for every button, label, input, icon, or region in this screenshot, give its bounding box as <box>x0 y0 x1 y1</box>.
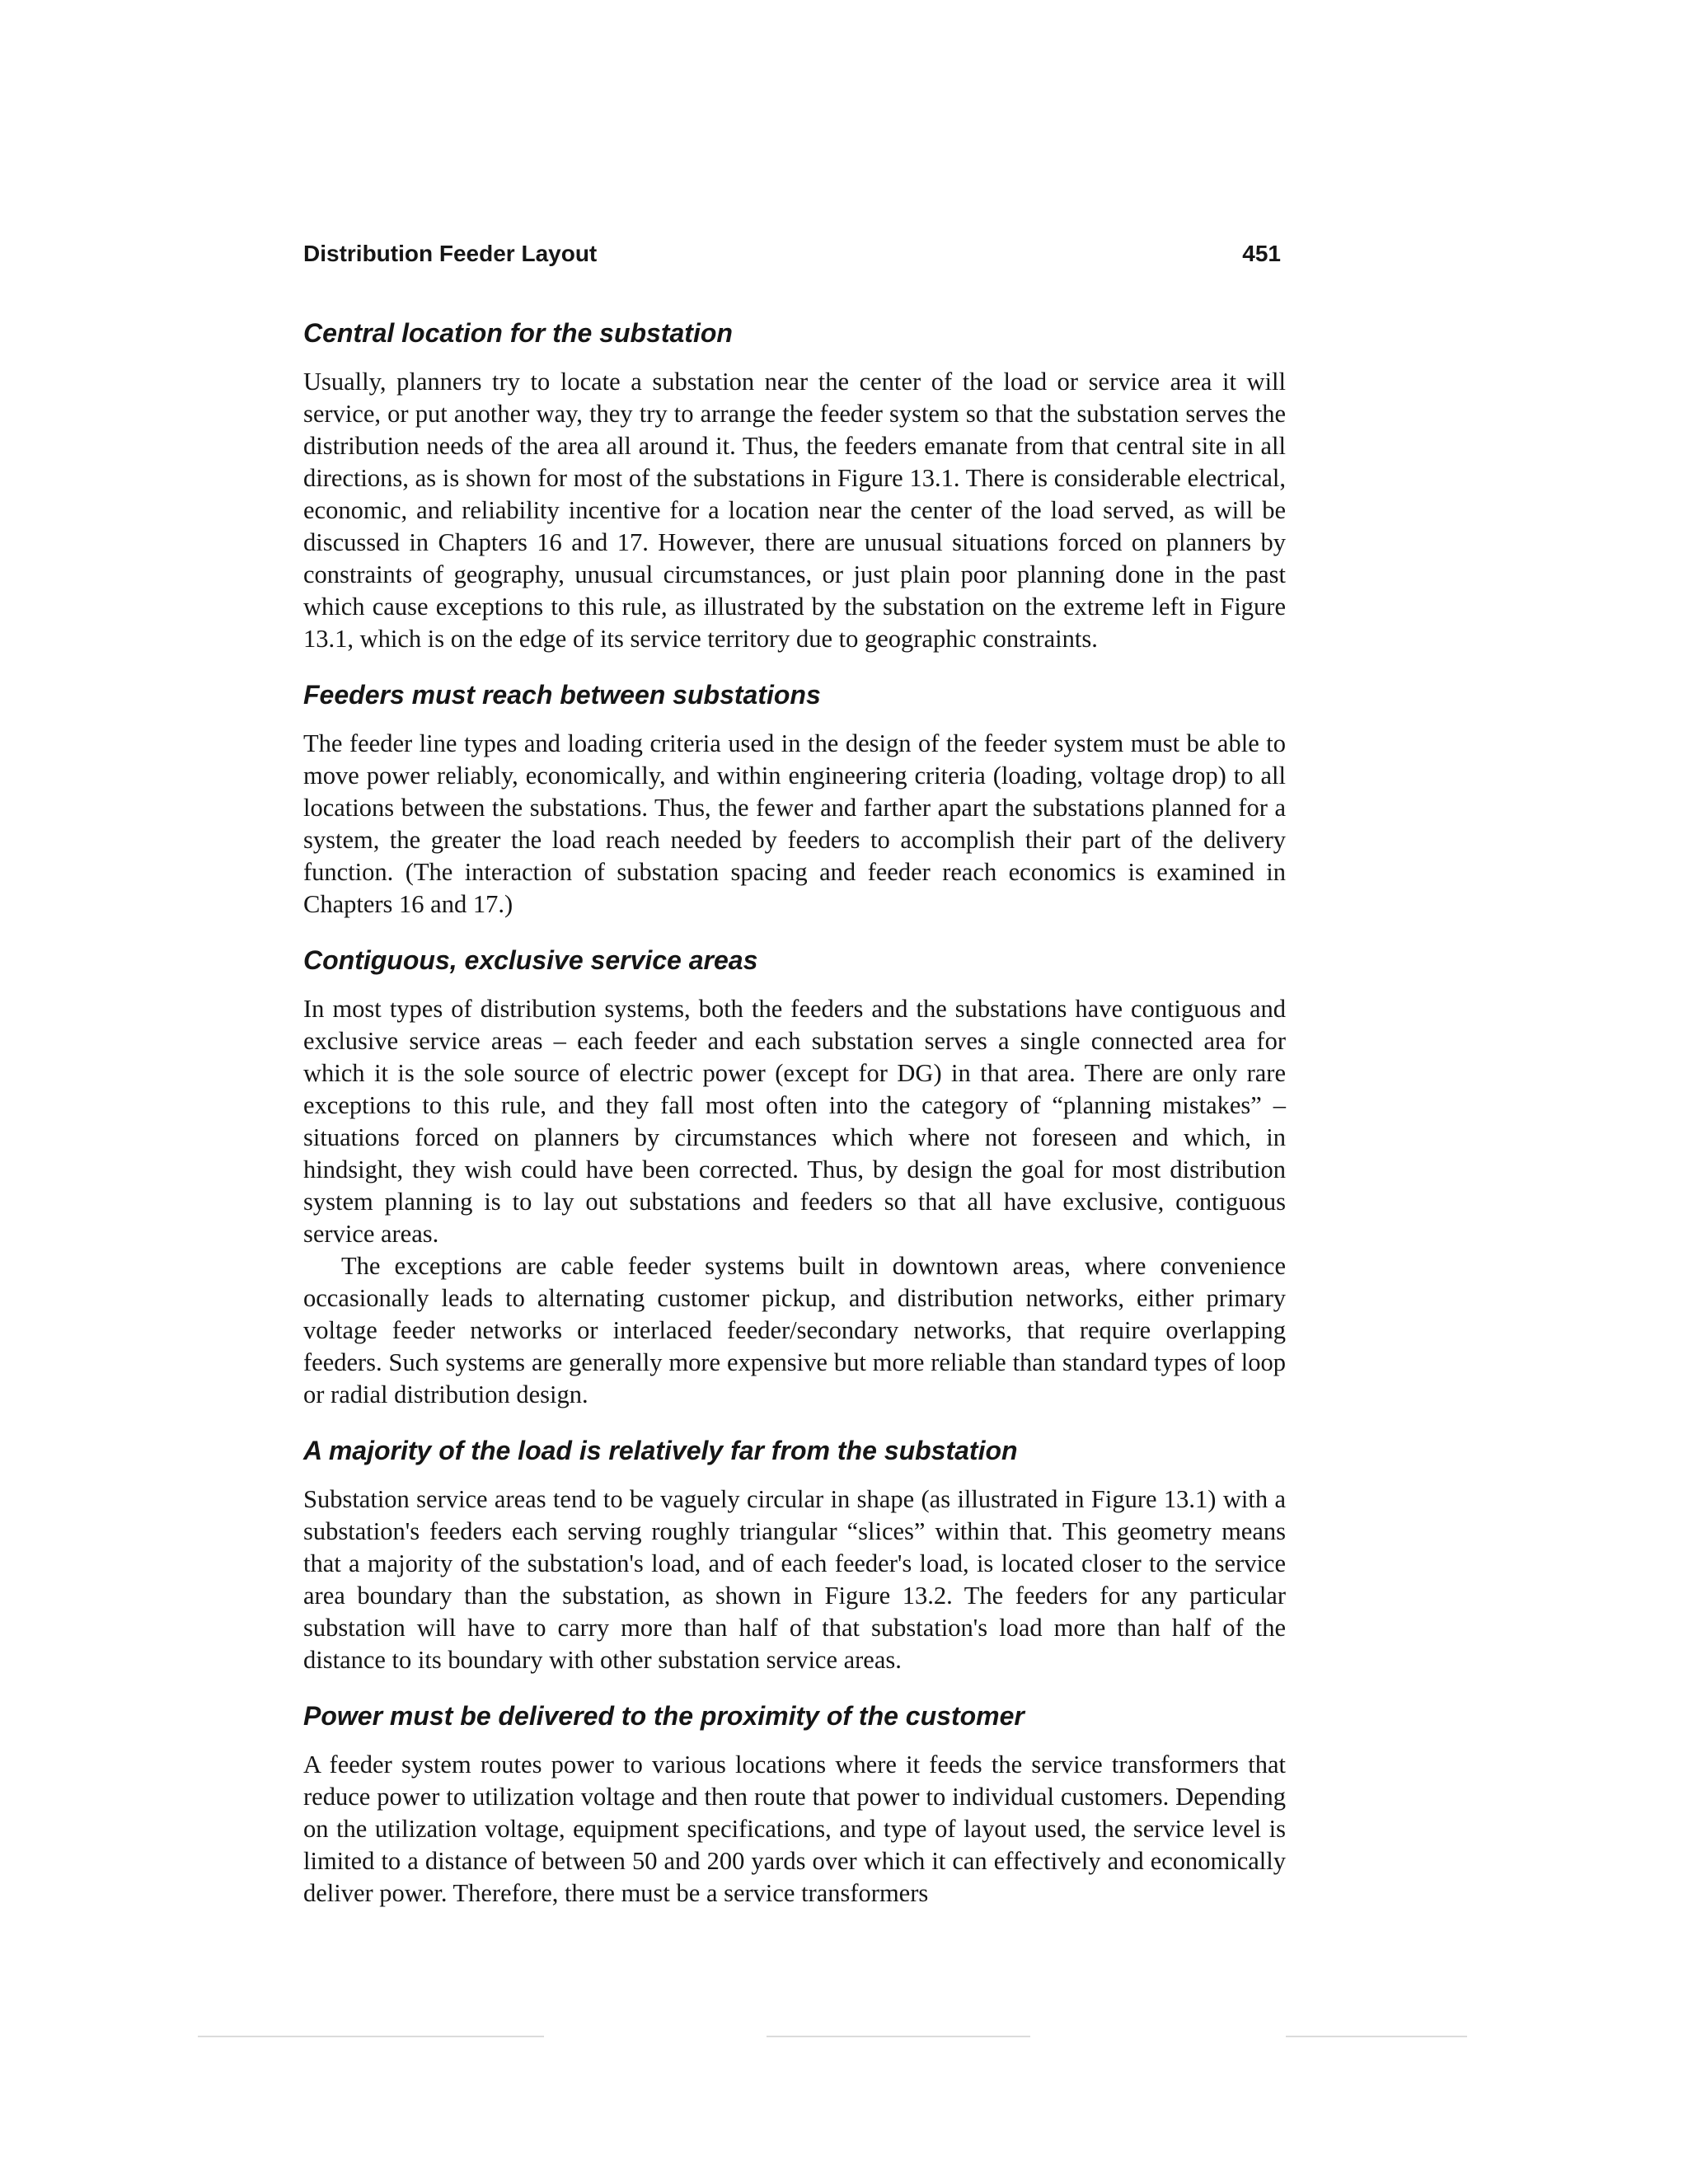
book-page <box>303 241 1286 1933</box>
section-heading: A majority of the load is relatively far from the substation <box>303 1436 1018 1465</box>
section-proximity <box>303 1699 1286 1910</box>
section-feeders-reach <box>303 678 1286 921</box>
scan-artifact <box>198 2036 544 2037</box>
scan-artifact <box>767 2036 1030 2037</box>
paragraph: Usually, planners try to locate a substation near the center of the load or service area it will service, or put another way, they try to arrange the feeder system so that the substation serves the distribution needs of the area all around it. Thus, the feeders emanate from that central site in all directions, as is shown for most of the substations in Figure 13.1. There is considerable electrical, economic, and reliability incentive for a location near the center of the load served, as will be discussed in Chapters 16 and 17. However, there are unusual situations forced on planners by constraints of geography, unusual circumstances, or just plain poor planning done in the past which cause exceptions to this rule, as illustrated by the substation on the extreme left in Figure 13.1, which is on the edge of its service territory due to geographic constraints. <box>303 368 1286 653</box>
paragraph: Substation service areas tend to be vaguely circular in shape (as illustrated in Figure 13.1) with a substation's feeders each serving roughly triangular “slices” within that. This geometry means that a majority of the substation's load, and of each feeder's load, is located closer to the service area boundary than the substation, as shown in Figure 13.2. The feeders for any particular substation will have to carry more than half of that substation's load more than half of the distance to its boundary with other substation service areas. <box>303 1485 1286 1674</box>
section-central-location <box>303 316 1286 655</box>
scan-artifact <box>1286 2036 1467 2037</box>
running-header <box>303 241 1286 267</box>
running-title: Distribution Feeder Layout <box>303 241 598 266</box>
paragraph: A feeder system routes power to various locations where it feeds the service transformers that reduce power to utilization voltage and then route that power to individual customers. Depending on the utilization voltage, equipment specifications, and type of layout used, the service level is limited to a distance of between 50 and 200 yards over which it can effectively and economically deliver power. Therefore, there must be a service transformers <box>303 1750 1286 1907</box>
section-heading: Power must be delivered to the proximity of the customer <box>303 1701 1025 1731</box>
section-majority-load <box>303 1434 1286 1676</box>
section-contiguous-areas <box>303 944 1286 1411</box>
section-heading: Central location for the substation <box>303 318 733 348</box>
page-number: 451 <box>1242 241 1281 266</box>
paragraph: The feeder line types and loading criteria used in the design of the feeder system must be able to move power reliably, economically, and within engineering criteria (loading, voltage drop) to all locations between the substations. Thus, the fewer and farther apart the substations planned for a system, the greater the load reach needed by feeders to accomplish their part of the delivery function. (The interaction of substation spacing and feeder reach economics is examined in Chapters 16 and 17.) <box>303 729 1286 918</box>
section-heading: Feeders must reach between substations <box>303 680 821 710</box>
paragraph: The exceptions are cable feeder systems built in downtown areas, where convenience occasionally leads to alternating customer pickup, and distribution networks, either primary voltage feeder networks or interlaced feeder/secondary networks, that require overlapping feeders. Such systems are generally more expensive but more reliable than standard types of loop or radial distribution design. <box>303 1252 1286 1408</box>
paragraph: In most types of distribution systems, both the feeders and the substations have contiguous and exclusive service areas – each feeder and each substation serves a single connected area for which it is the sole source of electric power (except for DG) in that area. There are only rare exceptions to this rule, and they fall most often into the category of “planning mistakes” – situations forced on planners by circumstances which where not foreseen and which, in hindsight, they wish could have been corrected. Thus, by design the goal for most distribution system planning is to lay out substations and feeders so that all have exclusive, contiguous service areas. <box>303 995 1286 1248</box>
section-heading: Contiguous, exclusive service areas <box>303 945 758 975</box>
